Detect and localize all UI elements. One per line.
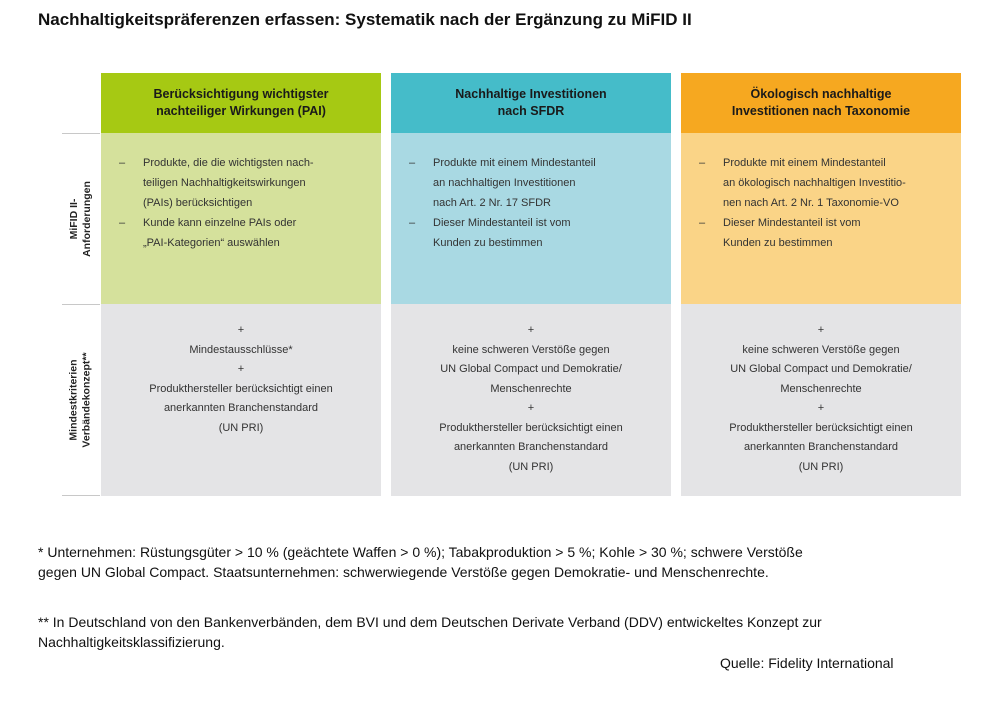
requirement-item: – Produkte, die die wichtigsten nach- teiligen Nachhaltigkeitswirkungen (PAIs) berücksichtigen: [119, 153, 367, 213]
criteria-line: +: [237, 363, 245, 375]
criteria-line: +: [817, 402, 825, 414]
criteria-line: (UN PRI): [218, 421, 264, 434]
source-credit: Quelle: Fidelity International: [720, 655, 894, 671]
criteria-line: Menschenrechte: [490, 382, 572, 395]
criteria-line: anerkannten Branchenstandard: [453, 441, 609, 453]
row-label-mindestkriterien-text: Mindestkriterien Verbändekonzept**: [68, 352, 93, 448]
minimum-criteria-cell-pai: [101, 304, 381, 496]
requirement-item: – Dieser Mindestanteil ist vom Kunden zu bestimmen: [409, 213, 657, 253]
column-header-pai: Berücksichtigung wichtigster nachteiliger Wirkungen (PAI): [101, 73, 381, 133]
criteria-line: +: [527, 324, 535, 336]
criteria-line: Produkthersteller berücksichtigt einen: [439, 421, 623, 434]
criteria-line: +: [817, 324, 825, 336]
column-header-taxonomie: Ökologisch nachhaltige Investitionen nach Taxonomie: [681, 73, 961, 133]
requirement-item: – Produkte mit einem Mindestanteil an ökologisch nachhaltigen Investitio- nen nach Art. 2 Nr. 1 Taxonomie-VO: [699, 153, 947, 213]
criteria-line: Produkthersteller berücksichtigt einen: [729, 421, 913, 434]
footnote-double-star: ** In Deutschland von den Bankenverbänden, dem BVI und dem Deutschen Derivate Verband (DDV) entwickeltes Konzept zur Nachhaltigkeitsklassifizierung.: [38, 614, 822, 650]
minimum-criteria-cell-taxonomie: [681, 304, 961, 496]
criteria-line: anerkannten Branchenstandard: [163, 402, 319, 414]
row-label-mindestkriterien: [62, 304, 100, 496]
page-title: Nachhaltigkeitspräferenzen erfassen: Systematik nach der Ergänzung zu MiFID II: [38, 10, 692, 29]
criteria-line: +: [237, 324, 245, 336]
criteria-line: keine schweren Verstöße gegen: [452, 343, 610, 356]
requirements-cell-pai: [101, 133, 381, 304]
minimum-criteria-cell-sfdr: [391, 304, 671, 496]
criteria-line: anerkannten Branchenstandard: [743, 441, 899, 453]
criteria-line: UN Global Compact und Demokratie/: [440, 363, 622, 375]
criteria-line: (UN PRI): [798, 460, 844, 473]
criteria-line: Produkthersteller berücksichtigt einen: [149, 382, 333, 395]
row-label-mifid-text: MiFID II- Anforderungen: [68, 181, 94, 257]
criteria-line: Menschenrechte: [780, 382, 862, 395]
requirements-cell-sfdr: [391, 133, 671, 304]
criteria-line: +: [527, 402, 535, 414]
criteria-line: UN Global Compact und Demokratie/: [730, 363, 912, 375]
column-header-sfdr: Nachhaltige Investitionen nach SFDR: [391, 73, 671, 133]
requirements-cell-taxonomie: [681, 133, 961, 304]
criteria-line: (UN PRI): [508, 460, 554, 473]
requirement-item: – Kunde kann einzelne PAIs oder „PAI-Kategorien“ auswählen: [119, 213, 367, 253]
footnote-single-star: * Unternehmen: Rüstungsgüter > 10 % (geächtete Waffen > 0 %); Tabakproduktion > 5 %; Kohle > 30 %; schwere Verstöße gegen UN Global Compact. Staatsunternehmen: schwerwiegende Verstöße gegen Demokratie- und Menschenrechte.: [38, 544, 803, 580]
row-label-mifid: [62, 133, 100, 304]
requirement-item: – Produkte mit einem Mindestanteil an nachhaltigen Investitionen nach Art. 2 Nr. 17 SFDR: [409, 153, 657, 213]
requirement-item: – Dieser Mindestanteil ist vom Kunden zu bestimmen: [699, 213, 947, 253]
criteria-line: Mindestausschlüsse*: [189, 343, 293, 356]
criteria-line: keine schweren Verstöße gegen: [742, 343, 900, 356]
